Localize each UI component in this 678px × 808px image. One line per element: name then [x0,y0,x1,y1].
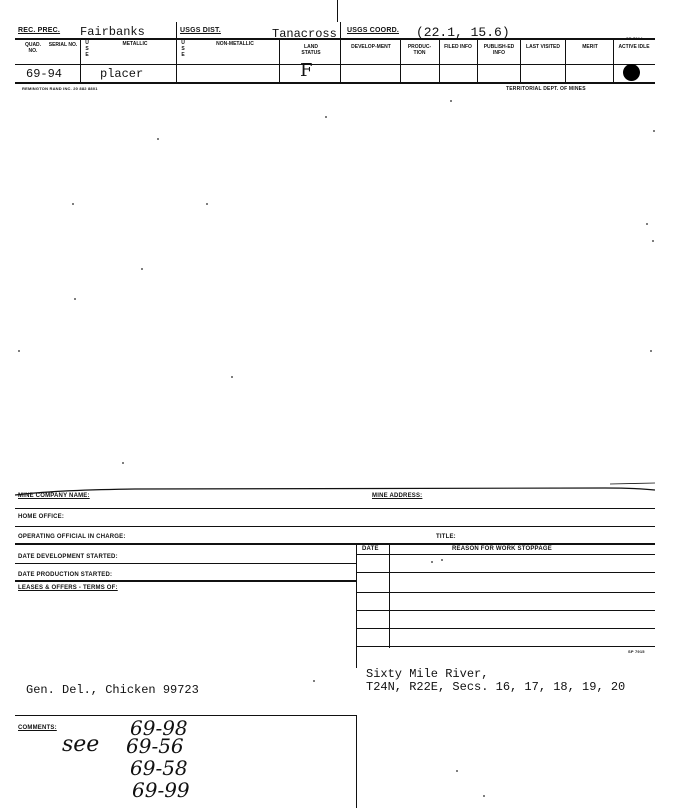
see-ref: 69-58 [130,756,188,780]
mine-address-label: MINE ADDRESS: [372,493,423,499]
metallic-header: METALLIC [122,41,148,47]
rule [15,508,655,509]
speck [652,240,654,242]
filed-info-header: FILED INFO [444,44,472,50]
see-ref: 69-99 [132,778,190,802]
speck [431,561,433,563]
col-divider [176,22,177,82]
rule [356,554,655,555]
speck [141,268,143,270]
speck [325,116,327,118]
speck [441,559,443,561]
speck [74,298,76,300]
rule [15,543,655,545]
col-divider [477,38,478,82]
quad-serial-value: 69-94 [26,67,63,81]
binding-mark [337,0,338,22]
rule [356,646,655,647]
quad-no-header: QUAD. NO. [24,42,42,54]
rule [15,563,356,564]
rec-prec-value: Fairbanks [80,25,145,39]
col-divider [565,38,566,82]
usgs-dist-label: USGS DIST. [180,27,221,34]
printer-line: REMINGTON RAND INC. 20 882 8801 [22,86,98,91]
center-divider-lower [356,715,357,808]
production-header: PRODUC-TION [407,44,432,56]
see-ref: 69-98 [130,716,188,740]
rule [356,610,655,611]
land-status-value: F [300,60,313,81]
col-divider [80,38,81,82]
location-line-1: Sixty Mile River, [366,667,489,681]
dev-started-label: DATE DEVELOPMENT STARTED: [18,554,118,560]
usgs-coord-value: (22.1, 15.6) [416,25,510,40]
mine-company-label: MINE COMPANY NAME: [18,493,90,499]
dept-line: TERRITORIAL DEPT. OF MINES [506,86,586,92]
col-divider [613,38,614,82]
location-line-2: T24N, R22E, Secs. 16, 17, 18, 19, 20 [366,680,626,694]
form-number-2: SP 7915 [628,649,645,654]
see-note: see [62,732,100,757]
use-nonmetallic-header: U S E [181,40,185,58]
speck [650,350,652,352]
rec-prec-label: REC. PREC. [18,27,61,34]
speck [18,350,20,352]
speck [206,203,208,205]
header-bottom-rule [15,82,655,84]
reason-header: REASON FOR WORK STOPPAGE [452,546,552,552]
see-ref: 69-56 [126,734,184,758]
prod-started-label: DATE PRODUCTION STARTED: [18,572,113,578]
date-divider [389,543,390,648]
center-divider [356,543,357,668]
non-metallic-header: NON-METALLIC [216,41,254,47]
header-top-rule [15,38,655,40]
published-info-header: PUBLISH-ED INFO [483,44,515,56]
usgs-coord-label: USGS COORD. [347,27,399,34]
col-divider [340,22,341,82]
home-office-label: HOME OFFICE: [18,514,65,520]
col-divider [279,38,280,82]
speck [231,376,233,378]
speck [646,223,648,225]
speck [122,462,124,464]
speck [313,680,315,682]
speck [450,100,452,102]
use-metallic-header: U S E [85,40,89,58]
title-label: TITLE: [436,534,456,540]
land-status-header: LAND STATUS [301,44,321,56]
home-address-value: Gen. Del., Chicken 99723 [26,683,199,697]
usgs-dist-value: Tanacross [272,27,337,41]
rule [356,572,655,573]
top-curve-rule [15,470,655,500]
serial-no-header: SERIAL NO. [48,42,78,48]
form-number: SP 7914 [626,36,643,41]
rule [356,592,655,593]
active-idle-header: ACTIVE IDLE [618,44,650,50]
leases-label: LEASES & OFFERS - TERMS OF: [18,585,118,591]
active-status-dot [623,64,640,81]
date-header: DATE [362,546,379,552]
development-header: DEVELOP-MENT [351,44,391,50]
rule [356,628,655,629]
speck [157,138,159,140]
last-visited-header: LAST VISITED [526,44,560,50]
col-divider [520,38,521,82]
speck [483,795,485,797]
merit-header: MERIT [582,44,598,50]
comments-label: COMMENTS: [18,725,57,731]
speck [72,203,74,205]
speck [653,130,655,132]
col-divider [400,38,401,82]
header-mid-rule [15,64,655,65]
metallic-value: placer [100,67,144,81]
speck [456,770,458,772]
col-divider [439,38,440,82]
rule [15,526,655,527]
operating-official-label: OPERATING OFFICIAL IN CHARGE: [18,534,126,540]
rule [15,580,356,582]
